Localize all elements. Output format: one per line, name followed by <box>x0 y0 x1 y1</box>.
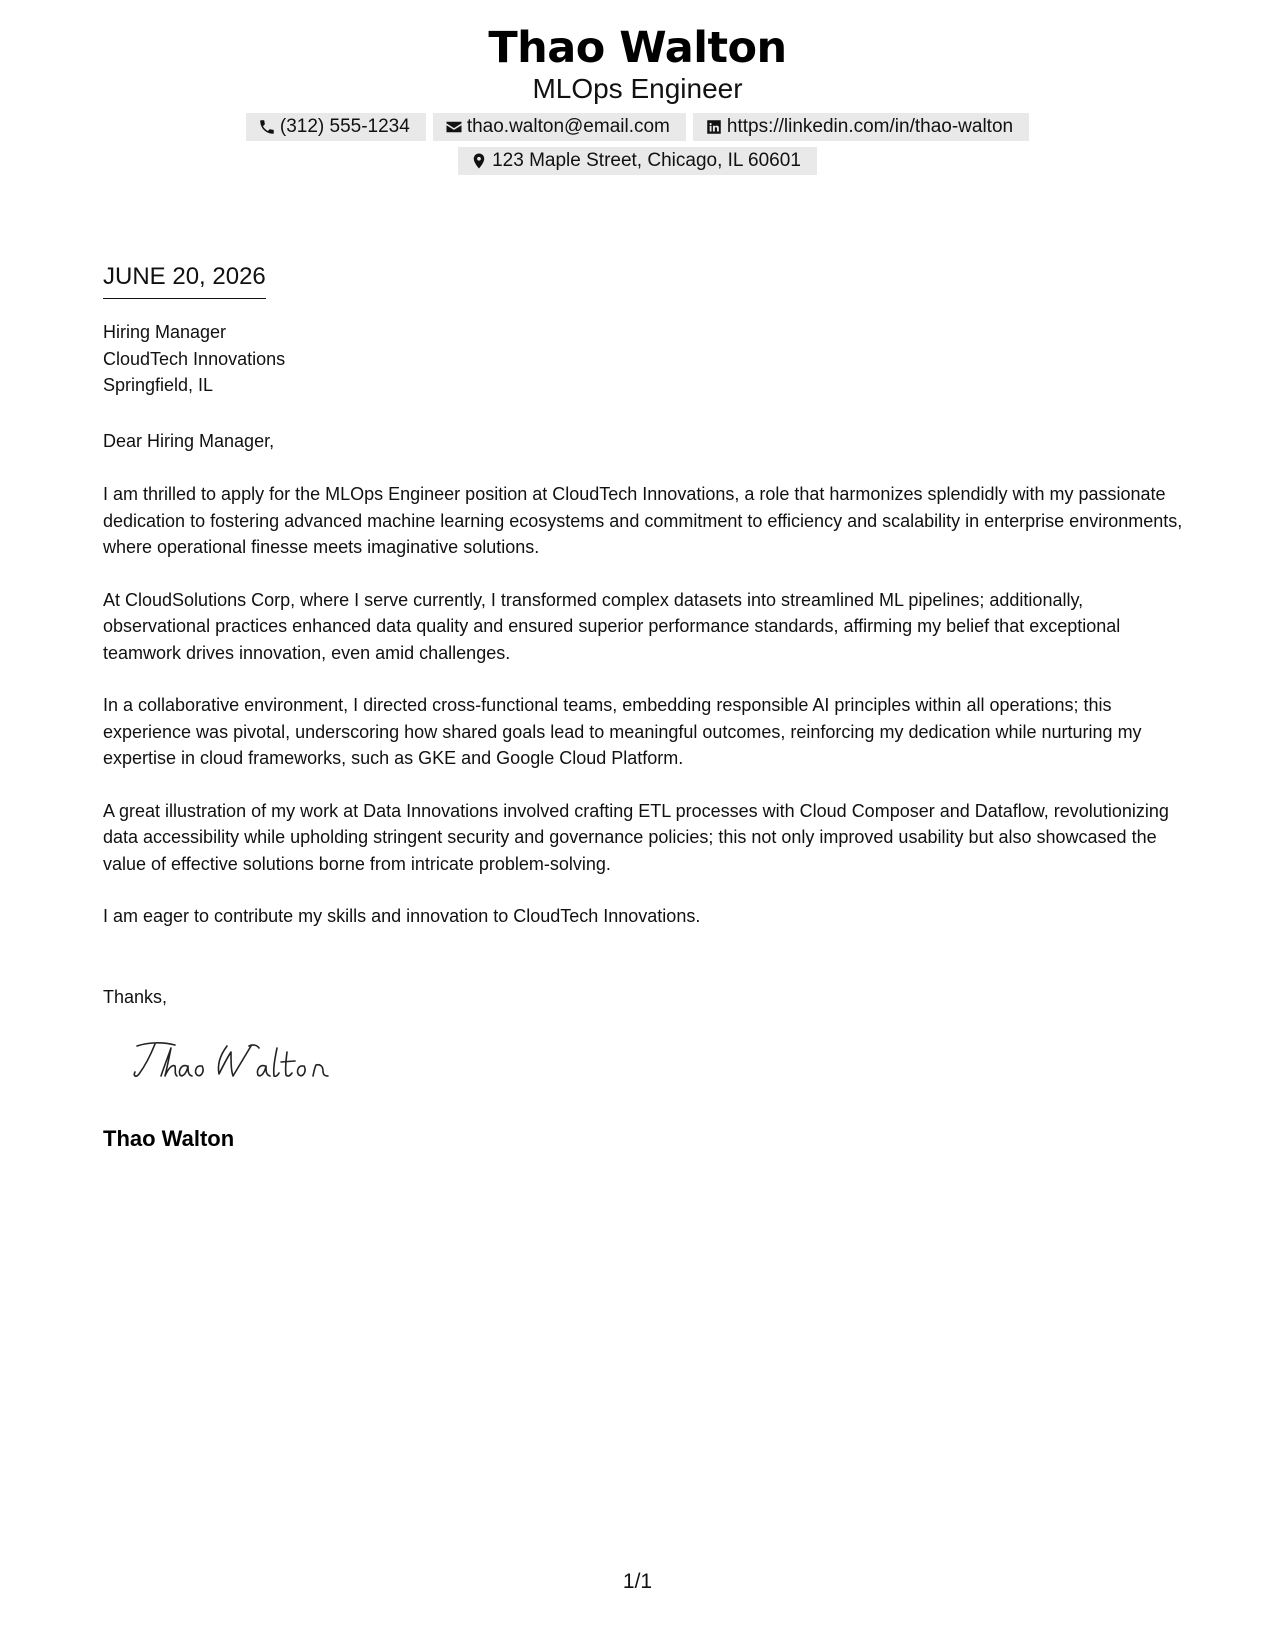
contact-address <box>458 147 817 175</box>
body-paragraph: A great illustration of my work at Data Innovations involved crafting ETL processes with Cloud Composer and Dataflow, revolutionizing data accessibility while upholding stringent security and governance policies; this not only improved usability but also showcased the value of effective solutions borne from intricate problem-solving. <box>103 800 1169 874</box>
contact-email[interactable] <box>433 113 686 141</box>
contact-address-text: 123 Maple Street, Chicago, IL 60601 <box>492 150 801 171</box>
closing: Thanks, <box>103 987 168 1007</box>
envelope-icon <box>445 118 463 136</box>
signer-name: Thao Walton <box>103 1126 235 1151</box>
contact-phone[interactable] <box>246 113 426 141</box>
linkedin-icon <box>705 118 723 136</box>
applicant-title: MLOps Engineer <box>532 73 743 104</box>
recipient-line: CloudTech Innovations <box>103 348 286 369</box>
page-number: 1/1 <box>622 1570 653 1593</box>
applicant-name: Thao Walton <box>488 23 787 73</box>
contact-phone-text: (312) 555-1234 <box>279 116 410 137</box>
body-paragraph: I am eager to contribute my skills and innovation to CloudTech Innovations. <box>103 906 701 926</box>
body-paragraph: At CloudSolutions Corp, where I serve currently, I transformed complex datasets into streamlined ML pipelines; additionally, observational practices enhanced data quality and ensured superior performance standards, affirming my belief that exceptional teamwork drives innovation, even amid challenges. <box>103 589 1121 663</box>
phone-icon <box>258 118 276 136</box>
body-paragraph: I am thrilled to apply for the MLOps Engineer position at CloudTech Innovations, a role that harmonizes splendidly with my passionate dedication to fostering advanced machine learning ecosystems and commitment to efficiency and scalability in enterprise environments, where operational finesse meets imaginative solutions. <box>103 484 1183 557</box>
contact-email-text: thao.walton@email.com <box>466 116 670 137</box>
contact-row-secondary <box>0 147 1275 175</box>
contact-row-primary <box>0 113 1275 141</box>
salutation: Dear Hiring Manager, <box>103 431 275 451</box>
letter-paragraphs <box>103 481 1183 956</box>
letter-date: JUNE 20, 2026 <box>103 262 266 299</box>
recipient-line: Hiring Manager <box>103 322 227 342</box>
letter-header <box>0 20 1275 175</box>
recipient-block <box>103 319 285 399</box>
handwritten-signature <box>131 1036 341 1084</box>
contact-linkedin-text: https://linkedin.com/in/thao-walton <box>726 116 1014 137</box>
map-pin-icon <box>470 152 488 170</box>
recipient-line: Springfield, IL <box>103 375 214 395</box>
contact-linkedin[interactable] <box>693 113 1029 141</box>
body-paragraph: In a collaborative environment, I directed cross-functional teams, embedding responsible AI principles within all operations; this experience was pivotal, underscoring how shared goals lead to meaningful outcomes, reinforcing my dedication while nurturing my expertise in cloud frameworks, such as GKE and Google Cloud Platform. <box>103 695 1142 768</box>
